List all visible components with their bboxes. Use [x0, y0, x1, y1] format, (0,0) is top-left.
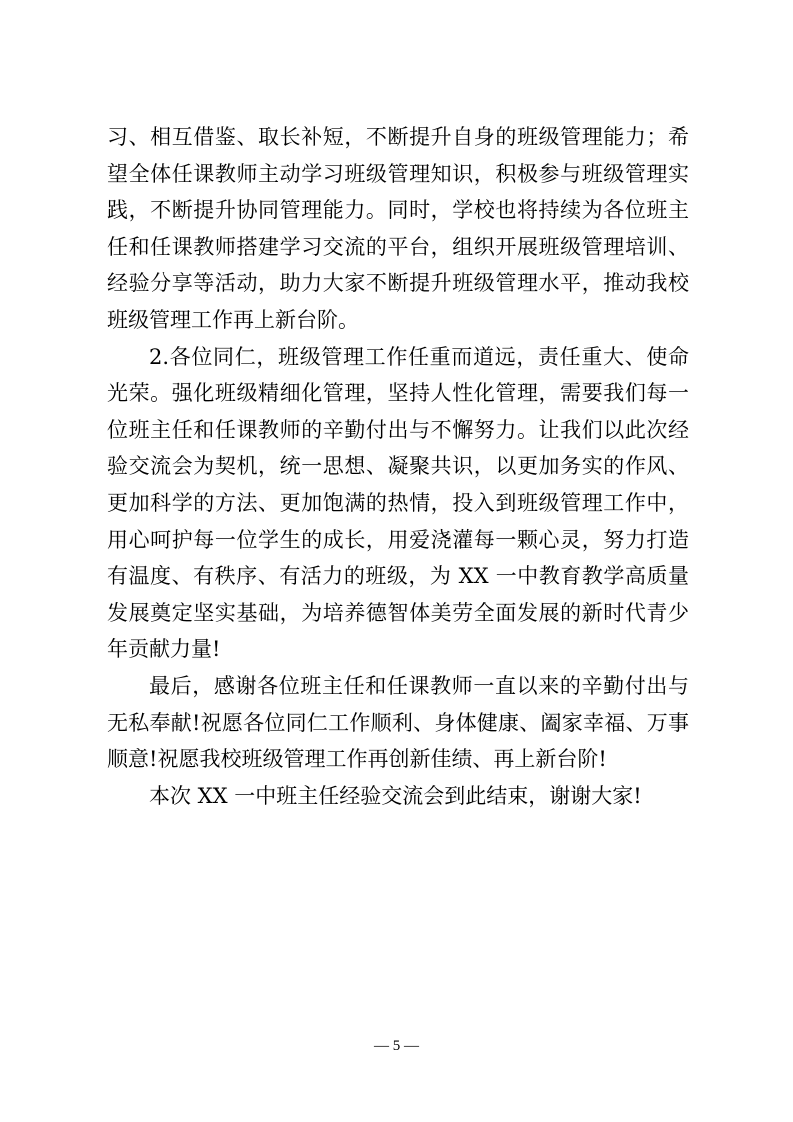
text-line: 发展奠定坚实基础，为培养德智体美劳全面发展的新时代青少: [107, 600, 689, 625]
text-line: 位班主任和任课教师的辛勤付出与不懈努力。让我们以此次经: [107, 417, 689, 442]
page-number: — 5 —: [374, 1038, 419, 1054]
text-line: 经验分享等活动，助力大家不断提升班级管理水平，推动我校: [107, 271, 689, 296]
text-line: 望全体任课教师主动学习班级管理知识，积极参与班级管理实: [107, 161, 689, 186]
paragraph-3: [107, 668, 689, 778]
text-line: 习、相互借鉴、取长补短，不断提升自身的班级管理能力；希: [107, 125, 689, 149]
text-line: 用心呵护每一位学生的成长，用爱浇灌每一颗心灵，努力打造: [107, 527, 689, 552]
text-line: 验交流会为契机，统一思想、凝聚共识，以更加务实的作风、: [107, 454, 689, 479]
text-line: 践，不断提升协同管理能力。同时，学校也将持续为各位班主: [107, 198, 689, 223]
body-text: [107, 119, 689, 814]
text-line: 最后，感谢各位班主任和任课教师一直以来的辛勤付出与: [149, 673, 689, 698]
text-line: 班级管理工作再上新台阶。: [107, 307, 359, 332]
text-line: 本次 XX 一中班主任经验交流会到此结束，谢谢大家!: [149, 783, 642, 808]
paragraph-1: [107, 119, 689, 339]
text-line: 光荣。强化班级精细化管理，坚持人性化管理，需要我们每一: [107, 381, 689, 406]
text-line: 无私奉献!祝愿各位同仁工作顺利、身体健康、阖家幸福、万事: [107, 710, 689, 735]
paragraph-2: [107, 339, 689, 668]
paragraph-4: [107, 778, 689, 815]
text-line: 更加科学的方法、更加饱满的热情，投入到班级管理工作中，: [107, 490, 689, 515]
text-line: 顺意!祝愿我校班级管理工作再创新佳绩、再上新台阶!: [107, 747, 607, 772]
text-line: 有温度、有秩序、有活力的班级，为 XX 一中教育教学高质量: [107, 564, 689, 589]
text-line: 任和任课教师搭建学习交流的平台，组织开展班级管理培训、: [107, 234, 689, 259]
text-line: 年贡献力量!: [107, 637, 221, 662]
text-line: 2.各位同仁，班级管理工作任重而道远，责任重大、使命: [149, 344, 689, 369]
